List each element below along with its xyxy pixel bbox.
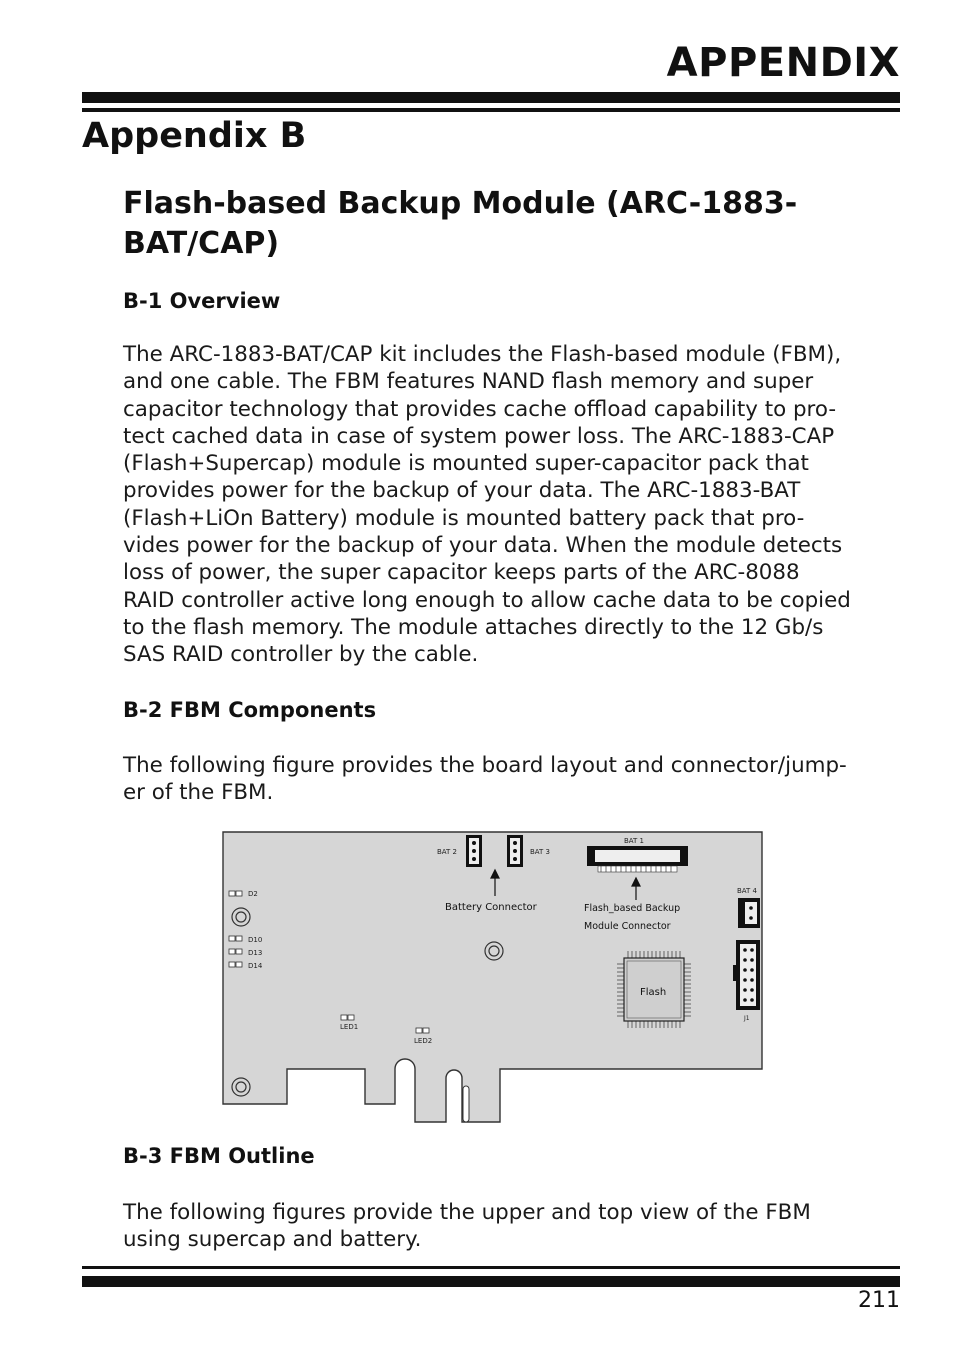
fbm-board-figure (221, 830, 766, 1126)
text-line: to the flash memory. The module attaches directly to the 12 Gb/s (123, 614, 824, 640)
text-line: er of the FBM. (123, 780, 274, 806)
heading-overview: B-1 Overview (123, 289, 281, 313)
connector-pins (472, 841, 476, 861)
header-rule-thin (82, 108, 900, 112)
text-line: capacitor technology that provides cache offload capability to pro- (123, 396, 837, 422)
label-bat3: BAT 3 (530, 848, 551, 856)
label-d10: D10 (248, 936, 263, 944)
chapter-header: APPENDIX (666, 40, 900, 86)
text-line: The following figures provide the upper and top view of the FBM (123, 1200, 811, 1225)
text-line: (Flash+Supercap) module is mounted super-capacitor pack that (123, 451, 809, 477)
label-bat2: BAT 2 (437, 848, 458, 856)
label-led2: LED2 (414, 1037, 433, 1045)
paragraph-outline (123, 1199, 903, 1254)
text-line: The following figure provides the board layout and connector/jump- (123, 753, 847, 778)
text-line: RAID controller active long enough to allow cache data to be copied (123, 587, 851, 613)
label-led1: LED1 (340, 1023, 359, 1031)
paragraph-overview (123, 341, 903, 669)
heading-outline: B-3 FBM Outline (123, 1144, 315, 1168)
label-flash: Flash (640, 987, 667, 998)
label-battery-connector: Battery Connector (445, 902, 537, 913)
label-d13: D13 (248, 949, 263, 957)
paragraph-components (123, 752, 903, 807)
label-flash-backup-2: Module Connector (584, 921, 671, 932)
section-title (123, 184, 883, 264)
section-title-line: Flash-based Backup Module (ARC-1883- (123, 186, 798, 221)
connector-pins (513, 841, 517, 861)
text-line: and one cable. The FBM features NAND flash memory and super (123, 369, 814, 395)
text-line: SAS RAID controller by the cable. (123, 642, 479, 668)
text-line: (Flash+LiOn Battery) module is mounted battery pack that pro- (123, 505, 805, 531)
header-rule-thick (82, 92, 900, 103)
text-line: loss of power, the super capacitor keeps parts of the ARC-8088 (123, 560, 800, 586)
label-d2: D2 (248, 890, 258, 898)
text-line: provides power for the backup of your data. The ARC-1883-BAT (123, 478, 801, 504)
page-number: 211 (858, 1288, 900, 1313)
section-title-line: BAT/CAP) (123, 226, 280, 261)
label-j1: J1 (744, 1015, 750, 1022)
footer-rule-thin (82, 1266, 900, 1269)
label-d14: D14 (248, 962, 263, 970)
label-bat1: BAT 1 (624, 837, 645, 845)
text-line: tect cached data in case of system power loss. The ARC-1883-CAP (123, 423, 835, 449)
heading-components: B-2 FBM Components (123, 698, 377, 722)
text-line: vides power for the backup of your data. When the module detects (123, 533, 843, 559)
text-line: The ARC-1883-BAT/CAP kit includes the Flash-based module (FBM), (123, 342, 842, 367)
flash-chip (617, 951, 691, 1028)
footer-rule-thick (82, 1276, 900, 1287)
label-bat4: BAT 4 (737, 887, 758, 895)
text-line: using supercap and battery. (123, 1227, 422, 1253)
edge-slot (463, 1086, 469, 1122)
page-title: Appendix B (82, 116, 307, 156)
label-flash-backup-1: Flash_based Backup (584, 903, 681, 914)
